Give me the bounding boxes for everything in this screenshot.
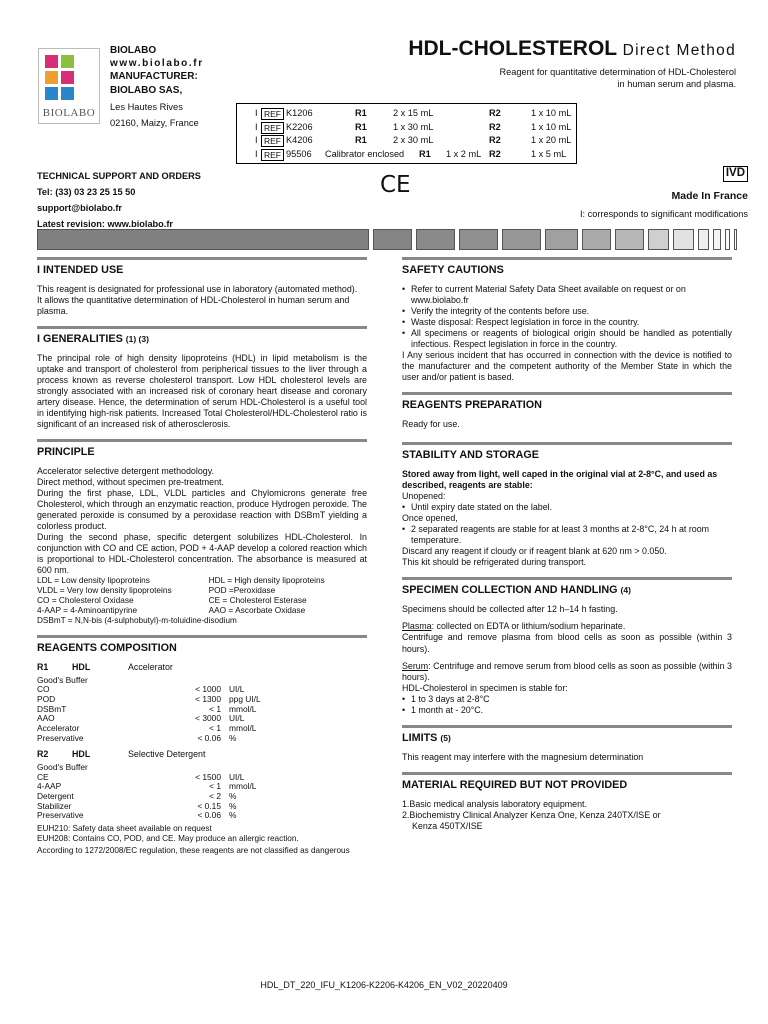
address-line-1: Les Hautes Rives — [110, 101, 183, 112]
serum-text: : Centrifuge and remove serum from blood cells as soon as possible (within 3 hours). — [402, 660, 732, 682]
component-value: < 1300 — [195, 694, 221, 705]
r1-volume: 1 x 30 mL — [393, 122, 434, 132]
modification-mark: I — [255, 135, 258, 145]
r2-volume: 1 x 10 mL — [531, 122, 572, 132]
principle-text: Direct method, without specimen pre-treatment. — [37, 477, 224, 488]
r1-label: R1 — [355, 122, 367, 132]
principle-text: During the second phase, specific detergent solubilizes HDL-Cholesterol. In conjunction with CO and CE action, POD + 4-AAP develop a colored reaction which is proportional to HDL-Cholesterol concentration. The absorbance is measured at 600 nm. — [37, 532, 367, 576]
modification-mark: I — [255, 149, 258, 159]
component-unit: mmol/L — [229, 703, 257, 714]
r2-title — [37, 749, 367, 760]
heading-specimen — [402, 577, 732, 597]
specimen-stability: HDL-Cholesterol in specimen is stable for: — [402, 682, 568, 693]
reference-number: (1) (3) — [125, 334, 149, 345]
heading-safety: SAFETY CAUTIONS — [402, 257, 732, 277]
component-unit: UI/L — [229, 771, 245, 782]
grey-gradient-bar — [37, 229, 748, 250]
principle-text: Accelerator selective detergent methodology. — [37, 466, 214, 477]
abbreviation-list — [37, 576, 367, 616]
component-value: < 3000 — [195, 713, 221, 724]
storage-transport: This kit should be refrigerated during transport. — [402, 557, 587, 568]
safety-item: • All specimens or reagents of biological origin should be handled as potentially infectious. Respect legislation in force in the country. — [402, 328, 732, 350]
right-column — [402, 257, 732, 841]
section-limits — [402, 725, 732, 763]
abbreviation: POD =Peroxidase — [208, 585, 276, 596]
heading-intended-use: I INTENDED USE — [37, 257, 367, 277]
left-column — [37, 257, 367, 865]
safety-item: • Refer to current Material Safety Data Sheet available on request or on www.biolabo.fr — [402, 284, 732, 306]
ref-code: K4206 — [286, 135, 313, 145]
incident-note: I Any serious incident that has occurred in connection with the device is notified to the manufacturer and the competent authority of the Member State in which the user and/or patient is based. — [402, 350, 732, 383]
composition-row — [37, 734, 367, 744]
bar-cell — [673, 229, 694, 250]
material-item: Kenza 450TX/ISE — [412, 820, 483, 831]
euh210-statement: EUH210: Safety data sheet available on request — [37, 824, 212, 833]
r1-volume: 1 x 2 mL — [446, 149, 482, 159]
reference-number: (5) — [440, 732, 451, 743]
heading-preparation: REAGENTS PREPARATION — [402, 392, 732, 412]
modification-mark: I — [255, 108, 258, 118]
component-value: < 0.06 — [197, 810, 221, 821]
r2-label: R2 — [489, 149, 501, 159]
heading-text: SPECIMEN COLLECTION AND HANDLING — [402, 584, 618, 597]
component-name: 4-AAP — [37, 781, 62, 792]
section-specimen — [402, 577, 732, 715]
component-value: < 2 — [209, 791, 221, 802]
composition-row — [37, 714, 367, 724]
plasma-text: : collected on EDTA or lithium/sodium heparinate. — [431, 621, 626, 632]
abbreviation: DSBmT = N,N-bis (4-sulphobutyl)-m-toluidine-disodium — [37, 616, 237, 626]
preparation-text: Ready for use. — [402, 419, 460, 430]
section-preparation — [402, 392, 732, 430]
section-principle — [37, 439, 367, 626]
composition-row — [37, 695, 367, 705]
logo-tile-blue — [45, 87, 58, 100]
bar-cell — [502, 229, 541, 250]
heading-storage: STABILITY AND STORAGE — [402, 442, 732, 462]
intended-use-text: It allows the quantitative determination of HDL-Cholesterol in human serum and plasma. — [37, 294, 350, 317]
heading-text: LIMITS — [402, 731, 438, 744]
reagent-desc-line-1: Reagent for quantitative determination of HDL-Cholesterol — [499, 67, 736, 77]
r2-name: HDL — [72, 749, 91, 760]
reagent-description — [500, 66, 736, 91]
bar-cell — [545, 229, 578, 250]
bar-cell — [373, 229, 412, 250]
company-name: BIOLABO — [110, 45, 157, 56]
storage-opened: Once opened, — [402, 513, 458, 524]
r1-volume: 2 x 15 mL — [393, 108, 434, 118]
bar-cell — [459, 229, 498, 250]
component-unit: % — [229, 800, 237, 811]
abbreviation: HDL = High density lipoproteins — [208, 575, 325, 586]
technical-support — [37, 168, 201, 232]
r1-volume: 2 x 30 mL — [393, 135, 434, 145]
r2-label: R2 — [489, 135, 501, 145]
bar-cell — [615, 229, 644, 250]
r2-volume: 1 x 5 mL — [531, 149, 567, 159]
r1-title — [37, 662, 367, 673]
bar-cell — [698, 229, 709, 250]
ref-badge: REF — [261, 135, 284, 147]
regulation-statement: According to 1272/2008/EC regulation, these reagents are not classified as dangerous — [37, 845, 350, 855]
component-name: Preservative — [37, 732, 84, 743]
address-line-2: 02160, Maizy, France — [110, 118, 199, 129]
ref-code: 95506 — [286, 149, 312, 159]
ref-badge: REF — [261, 122, 284, 134]
modifications-note: I: corresponds to significant modifications — [579, 209, 748, 219]
manufacturer-name: BIOLABO SAS, — [110, 84, 183, 96]
logo-tile-pink-2 — [61, 71, 74, 84]
serum-label: Serum — [402, 660, 429, 671]
component-unit: UI/L — [229, 713, 245, 724]
reference-number: (4) — [620, 585, 631, 596]
component-value: < 1 — [209, 723, 221, 734]
modification-mark: I — [255, 122, 258, 132]
component-unit: % — [229, 791, 237, 802]
limits-text: This reagent may interfere with the magnesium determination — [402, 751, 644, 762]
ref-table — [236, 103, 577, 164]
support-heading: TECHNICAL SUPPORT AND ORDERS — [37, 171, 201, 181]
storage-conditions: Stored away from light, well caped in the original vial at 2-8°C, and used as described, reagents are stable: — [402, 469, 718, 491]
component-unit: mmol/L — [229, 781, 257, 792]
bar-cell — [648, 229, 669, 250]
ref-row — [237, 122, 576, 135]
component-unit: UI/L — [229, 684, 245, 695]
ce-mark: CE — [380, 172, 411, 198]
heading-limits — [402, 725, 732, 745]
logo-tile-green — [61, 55, 74, 68]
r2-label: R2 — [489, 108, 501, 118]
component-value: < 0.15 — [197, 800, 221, 811]
buffer-name: Good's Buffer — [37, 674, 88, 685]
heading-material: MATERIAL REQUIRED BUT NOT PROVIDED — [402, 772, 732, 792]
ref-code: K1206 — [286, 108, 313, 118]
plasma-instructions: Centrifuge and remove plasma from blood cells as soon as possible (within 3 hours). — [402, 632, 732, 654]
euh208-statement: EUH208: Contains CO, POD, and CE. May produce an allergic reaction. — [37, 833, 299, 843]
component-value: < 1 — [209, 781, 221, 792]
r2-desc: Selective Detergent — [128, 749, 206, 760]
logo-tile-blue-2 — [61, 87, 74, 100]
title-sub: Direct Method — [622, 42, 736, 59]
r1-name: HDL — [72, 662, 91, 673]
section-generalities — [37, 326, 367, 430]
r2-label: R2 — [489, 122, 501, 132]
composition-row — [37, 782, 367, 792]
bar-cell — [713, 229, 721, 250]
r2-volume: 1 x 20 mL — [531, 135, 572, 145]
logo-wordmark: BIOLABO — [42, 106, 96, 119]
buffer-name: Good's Buffer — [37, 762, 88, 773]
component-name: POD — [37, 694, 56, 705]
component-unit: % — [229, 732, 237, 743]
ref-row — [237, 108, 576, 121]
ref-code: K2206 — [286, 122, 313, 132]
component-unit: % — [229, 810, 237, 821]
storage-unopened: Unopened: — [402, 491, 446, 502]
abbreviation: 4-AAP = 4-Aminoantipyrine — [37, 605, 138, 616]
title-main: HDL-CHOLESTEROL — [408, 37, 617, 60]
bar-cell — [725, 229, 730, 250]
section-composition — [37, 635, 367, 855]
bar-cell — [416, 229, 455, 250]
biolabo-logo — [38, 48, 100, 124]
r1-label: R1 — [419, 149, 431, 159]
storage-item: • 2 separated reagents are stable for at least 3 months at 2-8°C, 24 h at room temperature. — [402, 524, 732, 546]
r1-label: R1 — [355, 135, 367, 145]
bar-cell — [37, 229, 369, 250]
r2-id: R2 — [37, 749, 49, 760]
section-material — [402, 772, 732, 832]
bar-cell — [582, 229, 611, 250]
abbreviation: AAO = Ascorbate Oxidase — [208, 605, 306, 616]
component-name: CO — [37, 684, 50, 695]
abbreviation: LDL = Low density lipoproteins — [37, 575, 150, 586]
ref-row — [237, 135, 576, 148]
component-name: DSBmT — [37, 703, 67, 714]
specimen-fasting: Specimens should be collected after 12 h–14 h fasting. — [402, 604, 618, 615]
component-name: Accelerator — [37, 723, 80, 734]
page-title — [408, 36, 736, 61]
plasma-label: Plasma — [402, 621, 432, 632]
abbreviation: VLDL = Very low density lipoproteins — [37, 585, 172, 596]
manufacturer-label: MANUFACTURER: — [110, 71, 198, 83]
abbreviation: CE = Cholesterol Esterase — [208, 595, 307, 606]
calibrator-note: Calibrator enclosed — [325, 149, 405, 159]
abbreviation: CO = Cholesterol Oxidase — [37, 595, 134, 606]
company-website: www.biolabo.fr — [110, 58, 204, 70]
component-name: Preservative — [37, 810, 84, 821]
generalities-text: The principal role of high density lipoproteins (HDL) in lipid metabolism is the uptake and transport of cholesterol from peripherical tissues to the liver through a process known as reverse cholesterol transport. Low HDL cholesterol levels are strongly associated with an increased risk of coronary heart disease and coronary artery disease. Hence, the determination of serum HDL-Cholesterol is a useful tool in identifying high-risk patients. Increased Total Cholesterol/HDL-Cholesterol ratio is significant of an increased risk of atherosclerosis. — [37, 353, 367, 430]
bar-cell — [734, 229, 737, 250]
component-value: < 1000 — [195, 684, 221, 695]
section-safety — [402, 257, 732, 383]
principle-text: During the first phase, LDL, VLDL particles and Chylomicrons generate free Cholesterol, which through an enzymatic reaction, produce Hydrogen peroxide. The generated peroxide is consumed by a peroxidase reaction with DSBmT yielding a colorless product. — [37, 488, 367, 532]
storage-item: • Until expiry date stated on the label. — [402, 502, 732, 513]
component-name: Stabilizer — [37, 800, 72, 811]
component-unit: ppg UI/L — [229, 694, 261, 705]
intended-use-text: This reagent is designated for professional use in laboratory (automated method). — [37, 283, 358, 294]
composition-row — [37, 811, 367, 821]
heading-text: I GENERALITIES — [37, 333, 123, 346]
logo-tile-orange — [45, 71, 58, 84]
safety-item: • Verify the integrity of the contents before use. — [402, 306, 732, 317]
component-value: < 1 — [209, 703, 221, 714]
safety-item: • Waste disposal: Respect legislation in force in the country. — [402, 317, 732, 328]
r1-label: R1 — [355, 108, 367, 118]
document-footer: HDL_DT_220_IFU_K1206-K2206-K4206_EN_V02_20220409 — [260, 980, 508, 990]
heading-generalities — [37, 326, 367, 346]
stability-item: • 1 month at - 20°C. — [402, 705, 732, 716]
r2-volume: 1 x 10 mL — [531, 108, 572, 118]
stability-item: • 1 to 3 days at 2-8°C — [402, 694, 732, 705]
support-email: support@biolabo.fr — [37, 203, 123, 214]
r1-desc: Accelerator — [128, 662, 173, 673]
component-name: AAO — [37, 713, 55, 724]
component-value: < 1500 — [195, 771, 221, 782]
material-item: 2.Biochemistry Clinical Analyzer Kenza One, Kenza 240TX/ISE or — [402, 809, 661, 820]
component-name: CE — [37, 771, 49, 782]
component-value: < 0.06 — [197, 732, 221, 743]
support-phone: Tel: (33) 03 23 25 15 50 — [37, 187, 136, 198]
latest-revision: Latest revision: www.biolabo.fr — [37, 219, 173, 230]
composition-row — [37, 773, 367, 783]
logo-tile-pink — [45, 55, 58, 68]
heading-principle: PRINCIPLE — [37, 439, 367, 459]
ref-badge: REF — [261, 108, 284, 120]
made-in-france: Made In France — [671, 190, 748, 202]
material-item: 1.Basic medical analysis laboratory equipment. — [402, 798, 587, 809]
heading-composition: REAGENTS COMPOSITION — [37, 635, 367, 655]
safety-list — [402, 284, 732, 350]
section-intended-use — [37, 257, 367, 317]
storage-discard: Discard any reagent if cloudy or if reagent blank at 620 nm > 0.050. — [402, 546, 667, 557]
reagent-desc-line-2: in human serum and plasma. — [617, 79, 736, 90]
company-info — [110, 44, 204, 129]
r1-id: R1 — [37, 662, 49, 673]
section-storage — [402, 442, 732, 568]
ref-row — [237, 149, 576, 162]
component-name: Detergent — [37, 791, 74, 802]
ivd-badge: IVD — [723, 166, 748, 182]
ref-badge: REF — [261, 149, 284, 161]
component-unit: mmol/L — [229, 723, 257, 734]
